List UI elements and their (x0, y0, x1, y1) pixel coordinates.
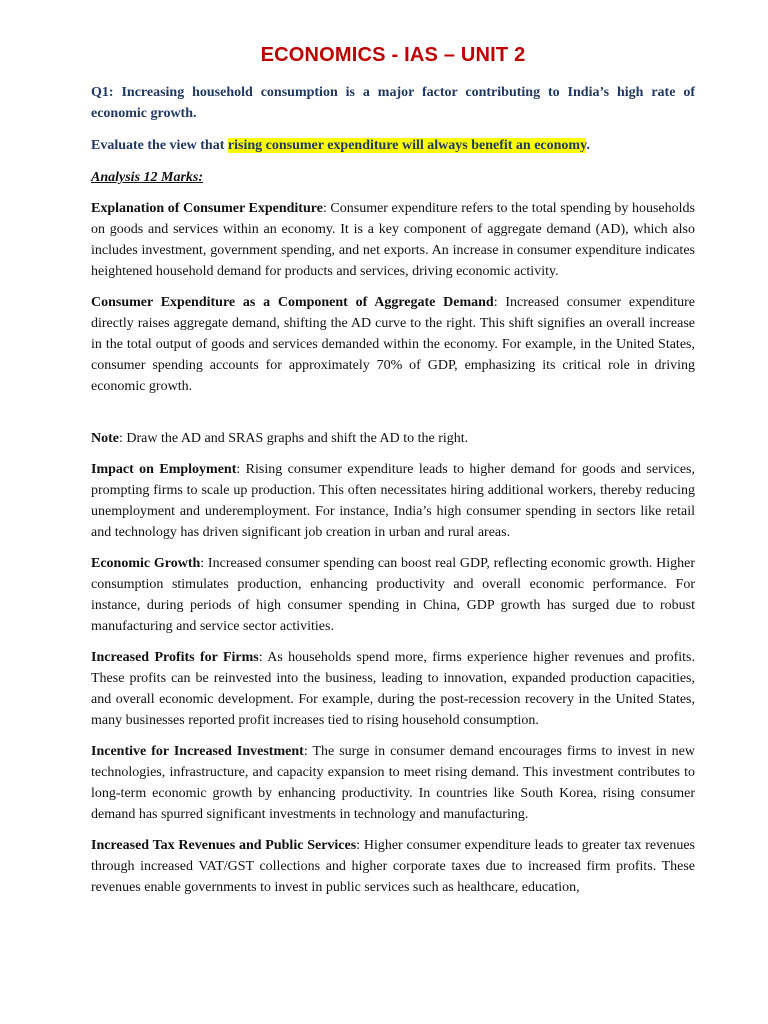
paragraph-body: : Higher consumer expenditure leads to greater tax revenues through increased VAT/GST collections and higher corporate taxes due to increased firm profits. These revenues enable governments to invest in public services such as healthcare, education, (91, 838, 695, 895)
paragraph-heading: Consumer Expenditure as a Component of Aggregate Demand (91, 295, 494, 310)
paragraph-note (91, 428, 695, 449)
paragraph-body: : The surge in consumer demand encourages firms to invest in new technologies, infrastructure, and capacity expansion to meet rising demand. This investment contributes to long-term economic growth by enhancing productivity. In countries like South Korea, rising consumer demand has spurred significant investments in technology and manufacturing. (91, 744, 696, 822)
paragraph-body: : Rising consumer expenditure leads to higher demand for goods and services, prompting firms to scale up production. This often necessitates hiring additional workers, thereby reducing unemployment and underemployment. For instance, India’s high consumer spending in sectors like retail and technology has driven significant job creation in urban and rural areas. (91, 462, 696, 540)
evaluate-suffix: . (586, 138, 590, 153)
document-page (91, 40, 695, 908)
paragraph-body: : Increased consumer spending can boost real GDP, reflecting economic growth. Higher consumption stimulates production, enhancing productivity and overall economic performance. For instance, during periods of high consumer spending in China, GDP growth has surged due to robust manufacturing and service sector activities. (91, 556, 695, 634)
paragraph-body: : Increased consumer expenditure directly raises aggregate demand, shifting the AD curve to the right. This shift signifies an overall increase in the total output of goods and services demanded within the economy. For example, in the United States, consumer spending accounts for approximately 70% of GDP, emphasizing its critical role in driving economic growth. (91, 295, 695, 394)
paragraph-body: : Consumer expenditure refers to the total spending by households on goods and services within an economy. It is a key component of aggregate demand (AD), which also includes investment, government spending, and net exports. An increase in consumer expenditure indicates heightened household demand for products and services, driving economic activity. (91, 201, 695, 279)
evaluate-highlight: rising consumer expenditure will always benefit an economy (227, 138, 587, 153)
paragraph-heading: Economic Growth (91, 556, 201, 571)
paragraph-heading: Note (91, 431, 119, 446)
evaluate-prefix: Evaluate the view that (91, 138, 228, 153)
paragraph-heading: Explanation of Consumer Expenditure (91, 201, 323, 216)
paragraph-economic-growth (91, 553, 695, 637)
paragraph-body: : As households spend more, firms experience higher revenues and profits. These profits can be reinvested into the business, leading to innovation, expanded production capacities, and overall economic development. For example, during the post-recession recovery in the United States, many businesses reported profit increases tied to rising household consumption. (91, 650, 695, 728)
paragraph-employment (91, 459, 695, 543)
paragraph-aggregate-demand (91, 292, 695, 397)
paragraph-heading: Increased Tax Revenues and Public Services (91, 838, 357, 853)
evaluate-prompt (91, 135, 695, 156)
paragraph-tax-revenues (91, 835, 695, 898)
paragraph-body: : Draw the AD and SRAS graphs and shift the AD to the right. (119, 431, 469, 446)
analysis-heading: Analysis 12 Marks: (91, 170, 204, 185)
paragraph-profits (91, 647, 695, 731)
blank-line (91, 407, 695, 428)
paragraph-heading: Incentive for Increased Investment (91, 744, 304, 759)
question-text: Q1: Increasing household consumption is a major factor contributing to India’s high rate of economic growth. (91, 85, 695, 121)
paragraph-heading: Impact on Employment (91, 462, 237, 477)
paragraph-heading: Increased Profits for Firms (91, 650, 259, 665)
paragraph-investment (91, 741, 695, 825)
paragraph-consumer-expenditure (91, 198, 695, 282)
page-title: ECONOMICS - IAS – UNIT 2 (260, 44, 526, 66)
